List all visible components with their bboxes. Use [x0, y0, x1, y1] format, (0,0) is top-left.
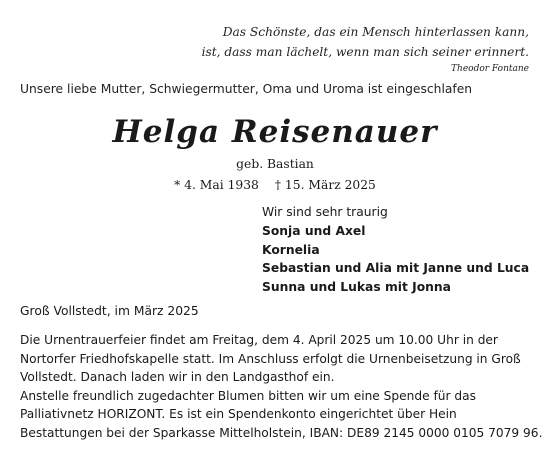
intro-text: Unsere liebe Mutter, Schwiegermutter, Oma und Uroma ist eingeschlafen — [20, 82, 473, 96]
place-and-date: Groß Vollstedt, im März 2025 — [20, 304, 199, 318]
notice-line: Nortorfer Friedhofskapelle statt. Im Anschluss erfolgt die Urnenbeisetzung in Groß — [20, 351, 521, 366]
mourner-name: Sonja und Axel — [262, 223, 366, 238]
life-dates — [0, 176, 550, 194]
quote-author: Theodor Fontane — [451, 64, 529, 74]
birth-date: * 4. Mai 1938 — [174, 178, 259, 192]
funeral-notice-text — [20, 331, 543, 443]
mourners-block — [262, 203, 529, 297]
notice-line: Anstelle freundlich zugedachter Blumen bitten wir um eine Spende für das — [20, 388, 476, 403]
notice-line: Vollstedt. Danach laden wir in den Landgasthof ein. — [20, 370, 335, 385]
epigraph-quote — [202, 22, 529, 76]
mourner-name: Kornelia — [262, 242, 320, 257]
mourner-name: Sunna und Lukas mit Jonna — [262, 280, 451, 295]
notice-line: Bestattungen bei der Sparkasse Mittelholstein, IBAN: DE89 2145 0000 0105 7079 96. — [20, 425, 543, 440]
quote-line-1: Das Schönste, das ein Mensch hinterlassen kann, — [222, 25, 529, 39]
notice-line: Palliativnetz HORIZONT. Es ist ein Spendenkonto eingerichtet über Hein — [20, 407, 457, 422]
mourner-name: Sebastian und Alia mit Janne und Luca — [262, 261, 530, 276]
mourners-lead: Wir sind sehr traurig — [262, 205, 388, 219]
death-date: † 15. März 2025 — [274, 178, 376, 192]
deceased-name: Helga Reisenauer — [112, 114, 438, 150]
quote-line-2: ist, dass man lächelt, wenn man sich seiner erinnert. — [201, 45, 529, 59]
maiden-name: geb. Bastian — [236, 157, 314, 171]
notice-line: Die Urnentrauerfeier findet am Freitag, dem 4. April 2025 um 10.00 Uhr in der — [20, 333, 498, 347]
